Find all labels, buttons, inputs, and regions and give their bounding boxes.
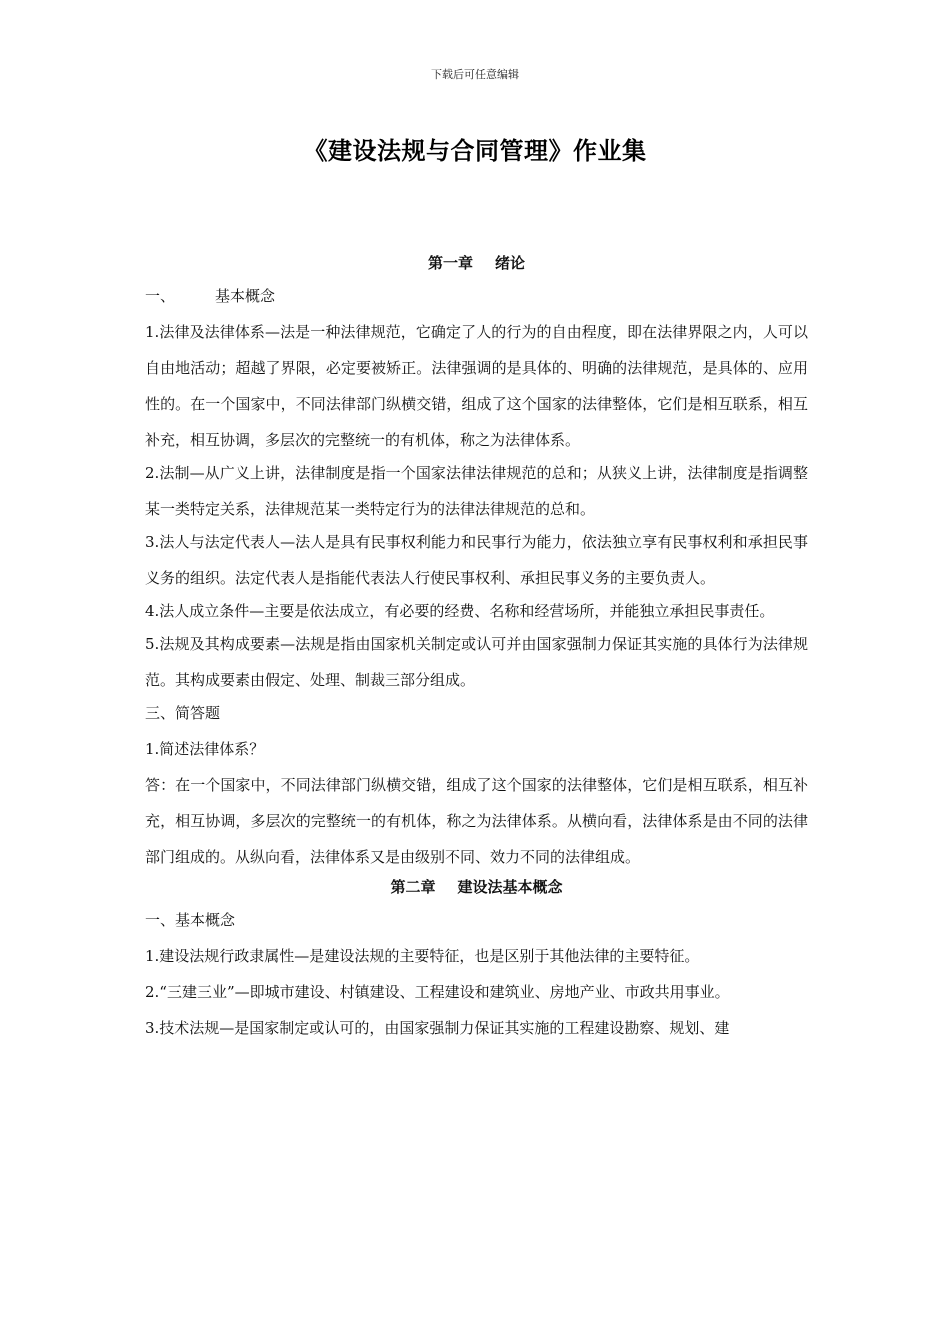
definition-item: 1.建设法规行政隶属性—是建设法规的主要特征，也是区别于其他法律的主要特征。 <box>145 947 700 965</box>
chapter-2-label: 第二章 <box>390 878 436 896</box>
definition-item: 5.法规及其构成要素—法规是指由国家机关制定或认可并由国家强制力保证其实施的具体行为法律规范。其构成要素由假定、处理、制裁三部分组成。 <box>145 635 808 689</box>
section-name: 基本概念 <box>215 287 276 305</box>
chapter-2-name: 建设法基本概念 <box>457 878 563 896</box>
section-number: 一、 <box>145 287 176 305</box>
definition-item: 3.技术法规—是国家制定或认可的，由国家强制力保证其实施的工程建设勘察、规划、建 <box>145 1019 730 1037</box>
definition-item: 1.法律及法律体系—法是一种法律规范，它确定了人的行为的自由程度，即在法律界限之内，人可以自由地活动；超越了界限，必定要被矫正。法律强调的是具体的、明确的法律规范，是具体的、应用性的。在一个国家中，不同法律部门纵横交错，组成了这个国家的法律整体，它们是相互联系，相互补充，相互协调，多层次的完整统一的有机体，称之为法律体系。 <box>145 323 808 449</box>
document-body <box>145 248 808 1046</box>
chapter-1-heading <box>145 248 808 278</box>
chapter-1-label: 第一章 <box>427 254 473 272</box>
definition-item: 4.法人成立条件—主要是依法成立，有必要的经费、名称和经营场所，并能独立承担民事责任。 <box>145 602 775 620</box>
chapter-2-section-1: 一、基本概念 <box>145 911 236 929</box>
definition-item: 2.“三建三业”—即城市建设、村镇建设、工程建设和建筑业、房地产业、市政共用事业。 <box>145 983 730 1001</box>
definition-item: 3.法人与法定代表人—法人是具有民事权利能力和民事行为能力，依法独立享有民事权利和承担民事义务的组织。法定代表人是指能代表法人行使民事权利、承担民事义务的主要负责人。 <box>145 533 808 587</box>
page-header: 下载后可任意编辑 <box>431 68 519 81</box>
document-title: 《建设法规与合同管理》作业集 <box>303 136 647 165</box>
chapter-1-name: 绪论 <box>495 254 526 272</box>
definition-item: 2.法制—从广义上讲，法律制度是指一个国家法律法律规范的总和；从狭义上讲，法律制度是指调整某一类特定关系，法律规范某一类特定行为的法律法律规范的总和。 <box>145 464 808 518</box>
chapter-1-section-1 <box>145 278 808 314</box>
chapter-2-heading <box>145 872 808 902</box>
question: 1.简述法律体系？ <box>145 740 265 758</box>
answer: 答：在一个国家中，不同法律部门纵横交错，组成了这个国家的法律整体，它们是相互联系，相互补充，相互协调，多层次的完整统一的有机体，称之为法律体系。从横向看，法律体系是由不同的法律部门组成的。从纵向看，法律体系又是由级别不同、效力不同的法律组成。 <box>145 776 808 866</box>
chapter-1-section-3: 三、简答题 <box>145 704 221 722</box>
